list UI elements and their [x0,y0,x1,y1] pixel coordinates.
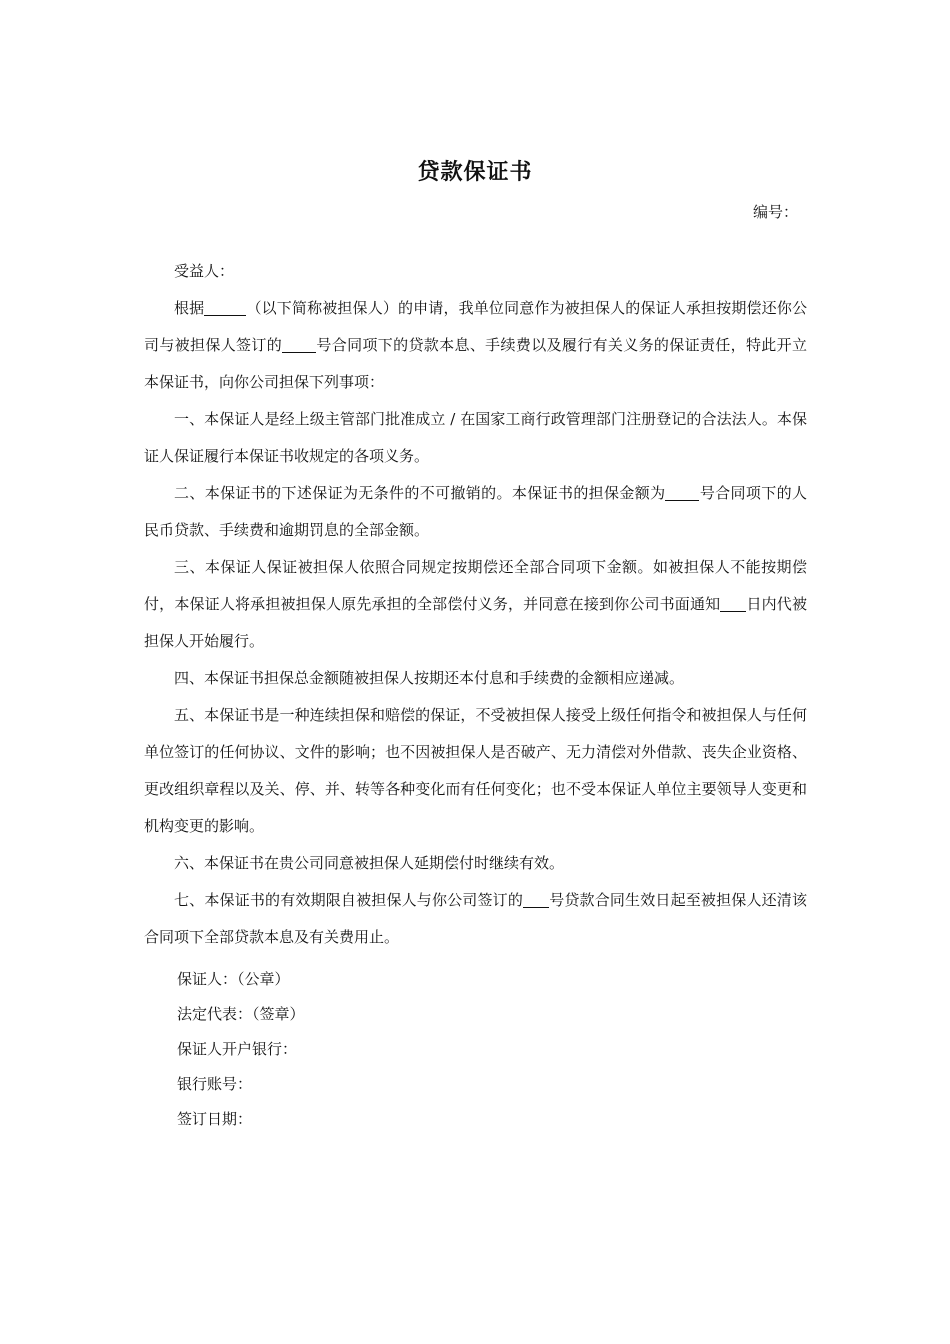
clause-6: 六、本保证书在贵公司同意被担保人延期偿付时继续有效。 [174,854,565,872]
document-body [144,253,807,956]
intro-paragraph: 根据 （以下简称被担保人）的申请，我单位同意作为被担保人的保证人承担按期偿还你公司与被担保人签订的 号合同项下的贷款本息、手续费以及履行有关义务的保证责任，特此开立本保证书，向你公司担保下列事项： [144,299,807,391]
document-title: 贷款保证书 [417,160,533,185]
blank-line [523,892,549,908]
document-number-label: 编号： [752,203,798,221]
clause-4: 四、本保证书担保总金额随被担保人按期还本付息和手续费的金额相应递减。 [174,669,685,687]
signature-block [177,962,305,1137]
blank-line [665,485,699,501]
recipient-line: 受益人： [174,262,235,280]
blank-line [282,337,316,353]
clause-5: 五、本保证书是一种连续担保和赔偿的保证，不受被担保人接受上级任何指令和被担保人与任何单位签订的任何协议、文件的影响；也不因被担保人是否破产、无力清偿对外借款、丧失企业资格、更改组织章程以及关、停、并、转等各种变化而有任何变化；也不受本保证人单位主要领导人变更和机构变更的影响。 [144,706,807,835]
guarantor-line: 保证人：（公章） [177,970,290,988]
blank-line [720,596,746,612]
date-line: 签订日期： [177,1110,253,1128]
clause-2: 二、本保证书的下述保证为无条件的不可撤销的。本保证书的担保金额为 号合同项下的人民币贷款、手续费和逾期罚息的全部金额。 [144,484,807,539]
legal-representative-line: 法定代表：（签章） [177,1005,305,1023]
account-line: 银行账号： [177,1075,253,1093]
bank-line: 保证人开户银行： [177,1040,298,1058]
clause-1: 一、本保证人是经上级主管部门批准成立 / 在国家工商行政管理部门注册登记的合法法人。本保证人保证履行本保证书收规定的各项义务。 [144,410,807,465]
clause-7: 七、本保证书的有效期限自被担保人与你公司签订的 号贷款合同生效日起至被担保人还清该合同项下全部贷款本息及有关费用止。 [144,891,807,946]
clause-3: 三、本保证人保证被担保人依照合同规定按期偿还全部合同项下金额。如被担保人不能按期偿付，本保证人将承担被担保人原先承担的全部偿付义务，并同意在接到你公司书面通知 日内代被担保人开始履行。 [144,558,807,650]
blank-line [204,300,246,316]
